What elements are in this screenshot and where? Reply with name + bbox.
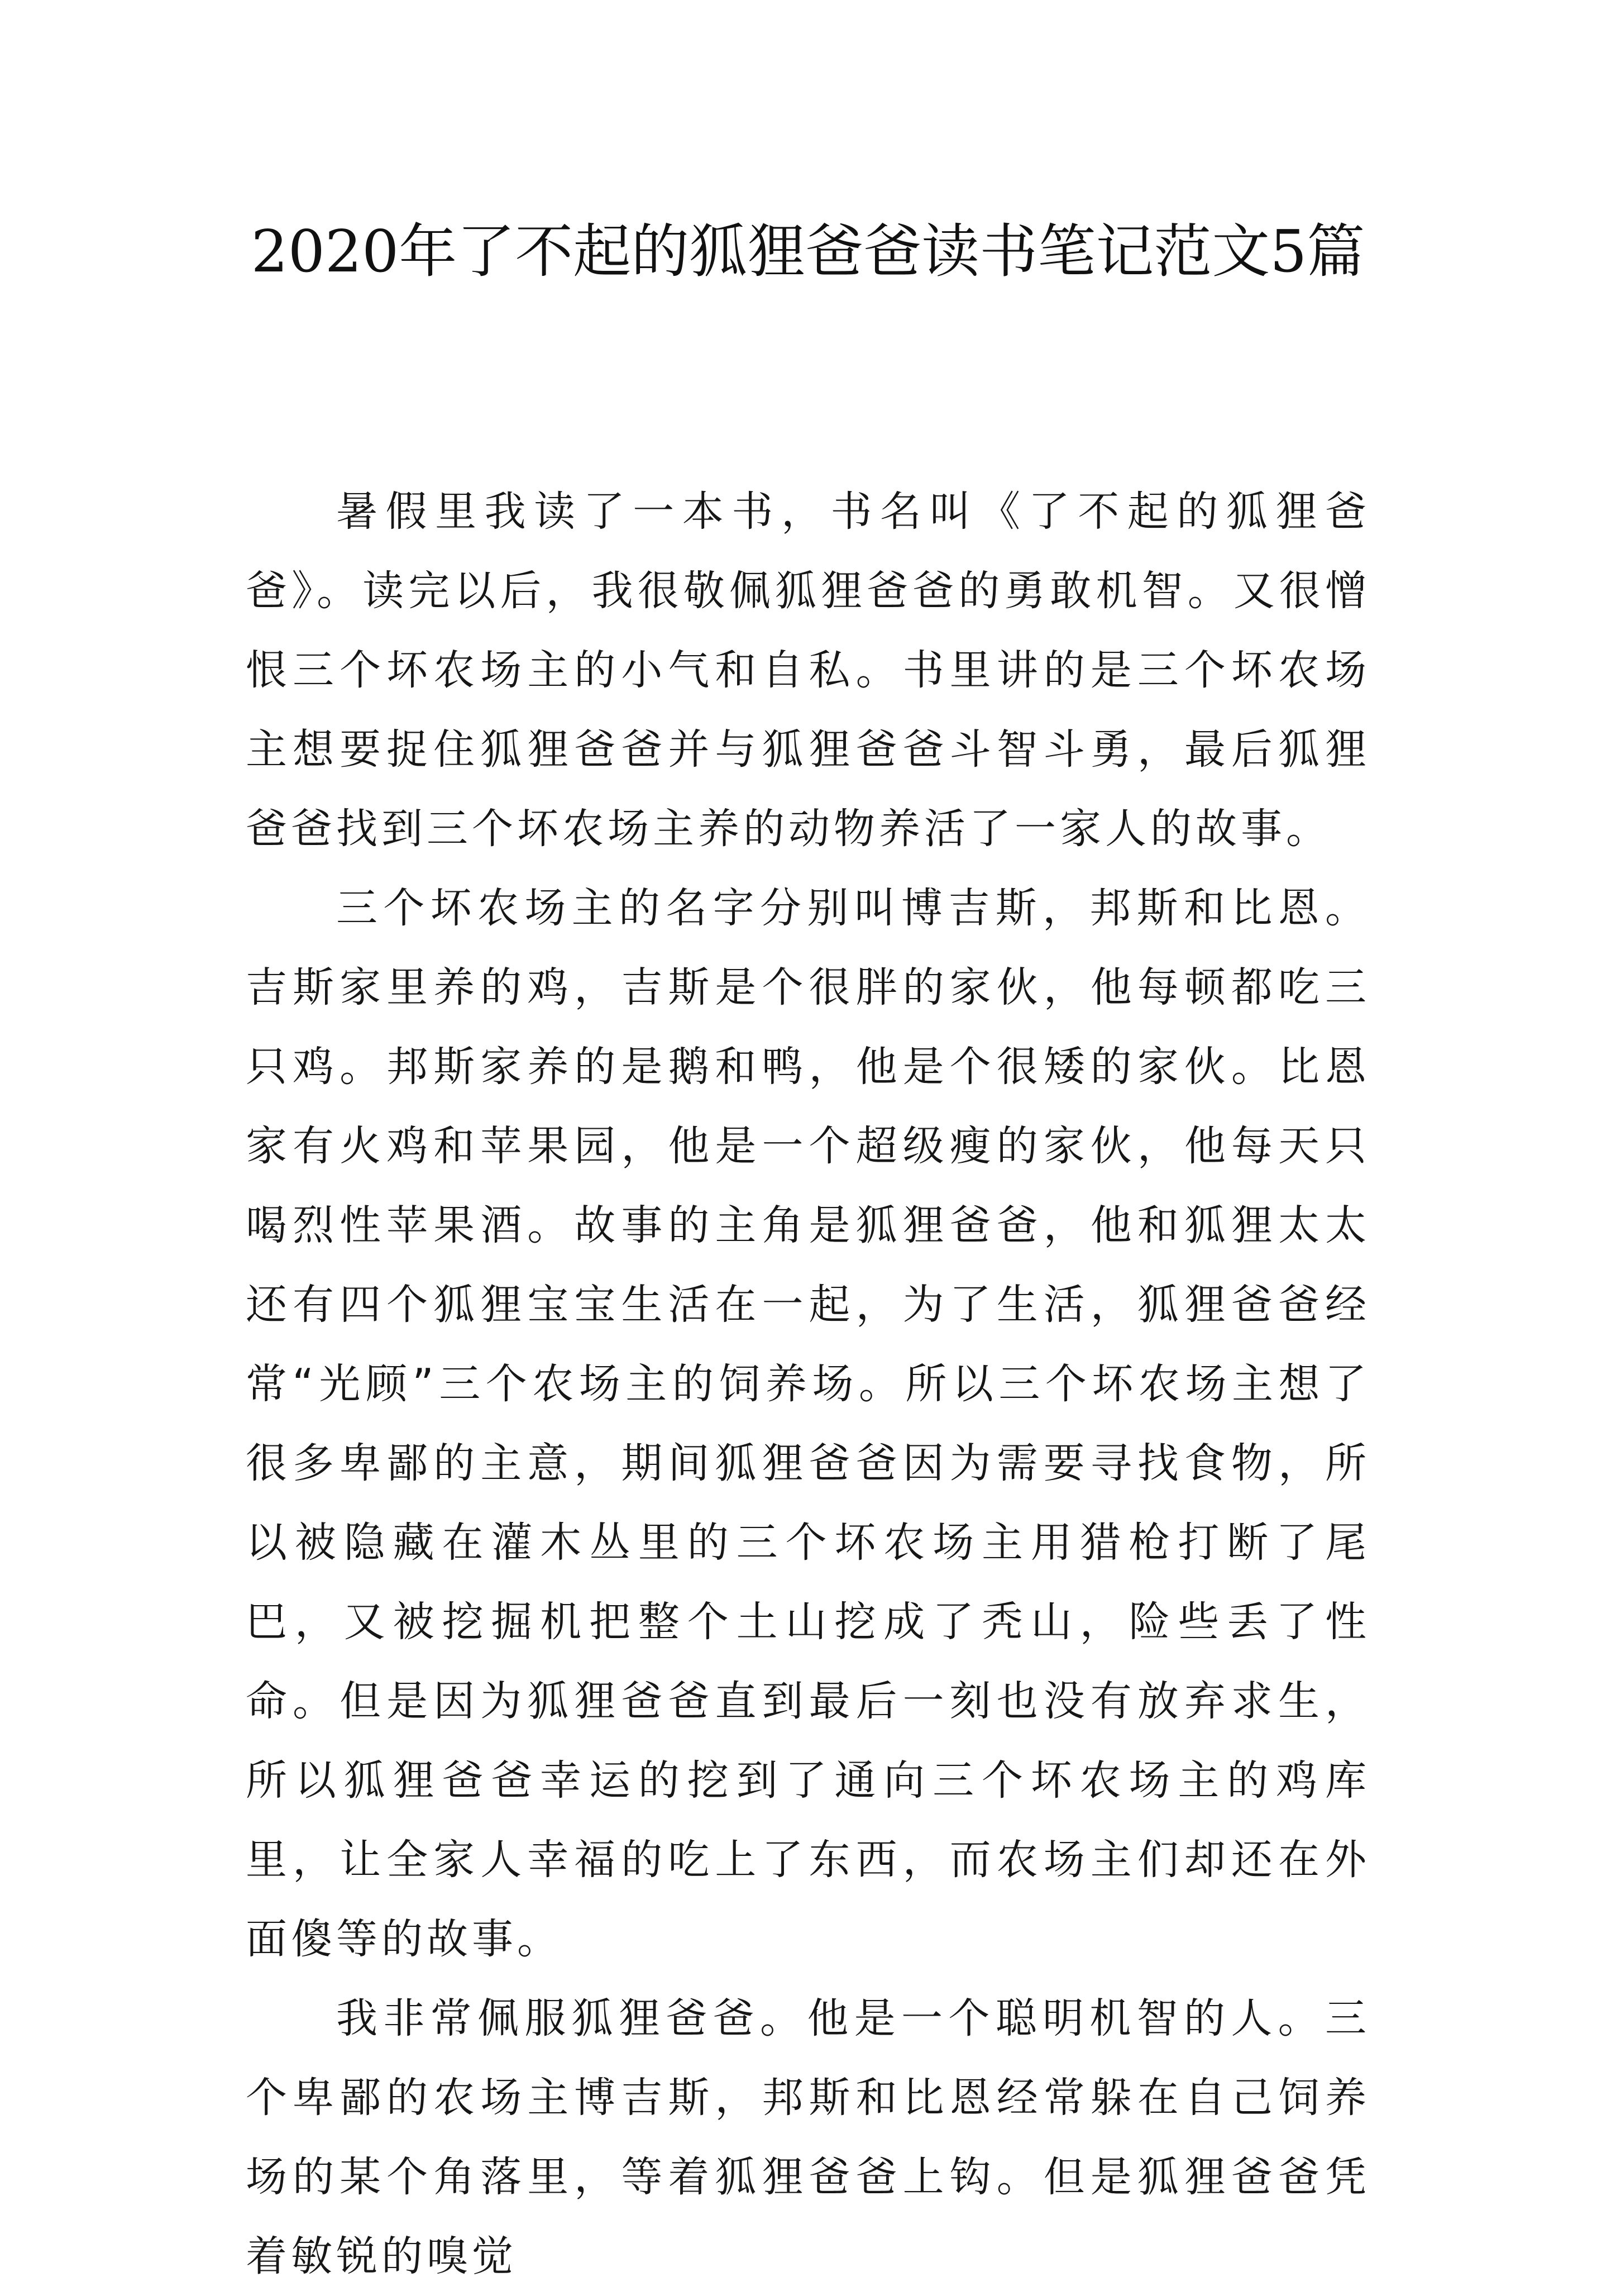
paragraph-3: 我非常佩服狐狸爸爸。他是一个聪明机智的人。三个卑鄙的农场主博吉斯，邦斯和比恩经常躲在自己饲养场的某个角落里，等着狐狸爸爸上钩。但是狐狸爸爸凭着敏锐的嗅觉 <box>246 1994 1370 2280</box>
document-body <box>246 472 1370 2296</box>
paragraph-1: 暑假里我读了一本书，书名叫《了不起的狐狸爸爸》。读完以后，我很敬佩狐狸爸爸的勇敢机智。又很憎恨三个坏农场主的小气和自私。书里讲的是三个坏农场主想要捉住狐狸爸爸并与狐狸爸爸斗智斗勇，最后狐狸爸爸找到三个坏农场主养的动物养活了一家人的故事。 <box>246 488 1370 853</box>
document-title: 2020年了不起的狐狸爸爸读书笔记范文5篇 <box>251 217 1365 285</box>
paragraph-2: 三个坏农场主的名字分别叫博吉斯，邦斯和比恩。吉斯家里养的鸡，吉斯是个很胖的家伙，他每顿都吃三只鸡。邦斯家养的是鹅和鸭，他是个很矮的家伙。比恩家有火鸡和苹果园，他是一个超级瘦的家伙，他每天只喝烈性苹果酒。故事的主角是狐狸爸爸，他和狐狸太太还有四个狐狸宝宝生活在一起，为了生活，狐狸爸爸经常“光顾”三个农场主的饲养场。所以三个坏农场主想了很多卑鄙的主意，期间狐狸爸爸因为需要寻找食物，所以被隐藏在灌木丛里的三个坏农场主用猎枪打断了尾巴，又被挖掘机把整个土山挖成了秃山，险些丢了性命。但是因为狐狸爸爸直到最后一刻也没有放弃求生，所以狐狸爸爸幸运的挖到了通向三个坏农场主的鸡库里，让全家人幸福的吃上了东西，而农场主们却还在外面傻等的故事。 <box>246 884 1370 1963</box>
